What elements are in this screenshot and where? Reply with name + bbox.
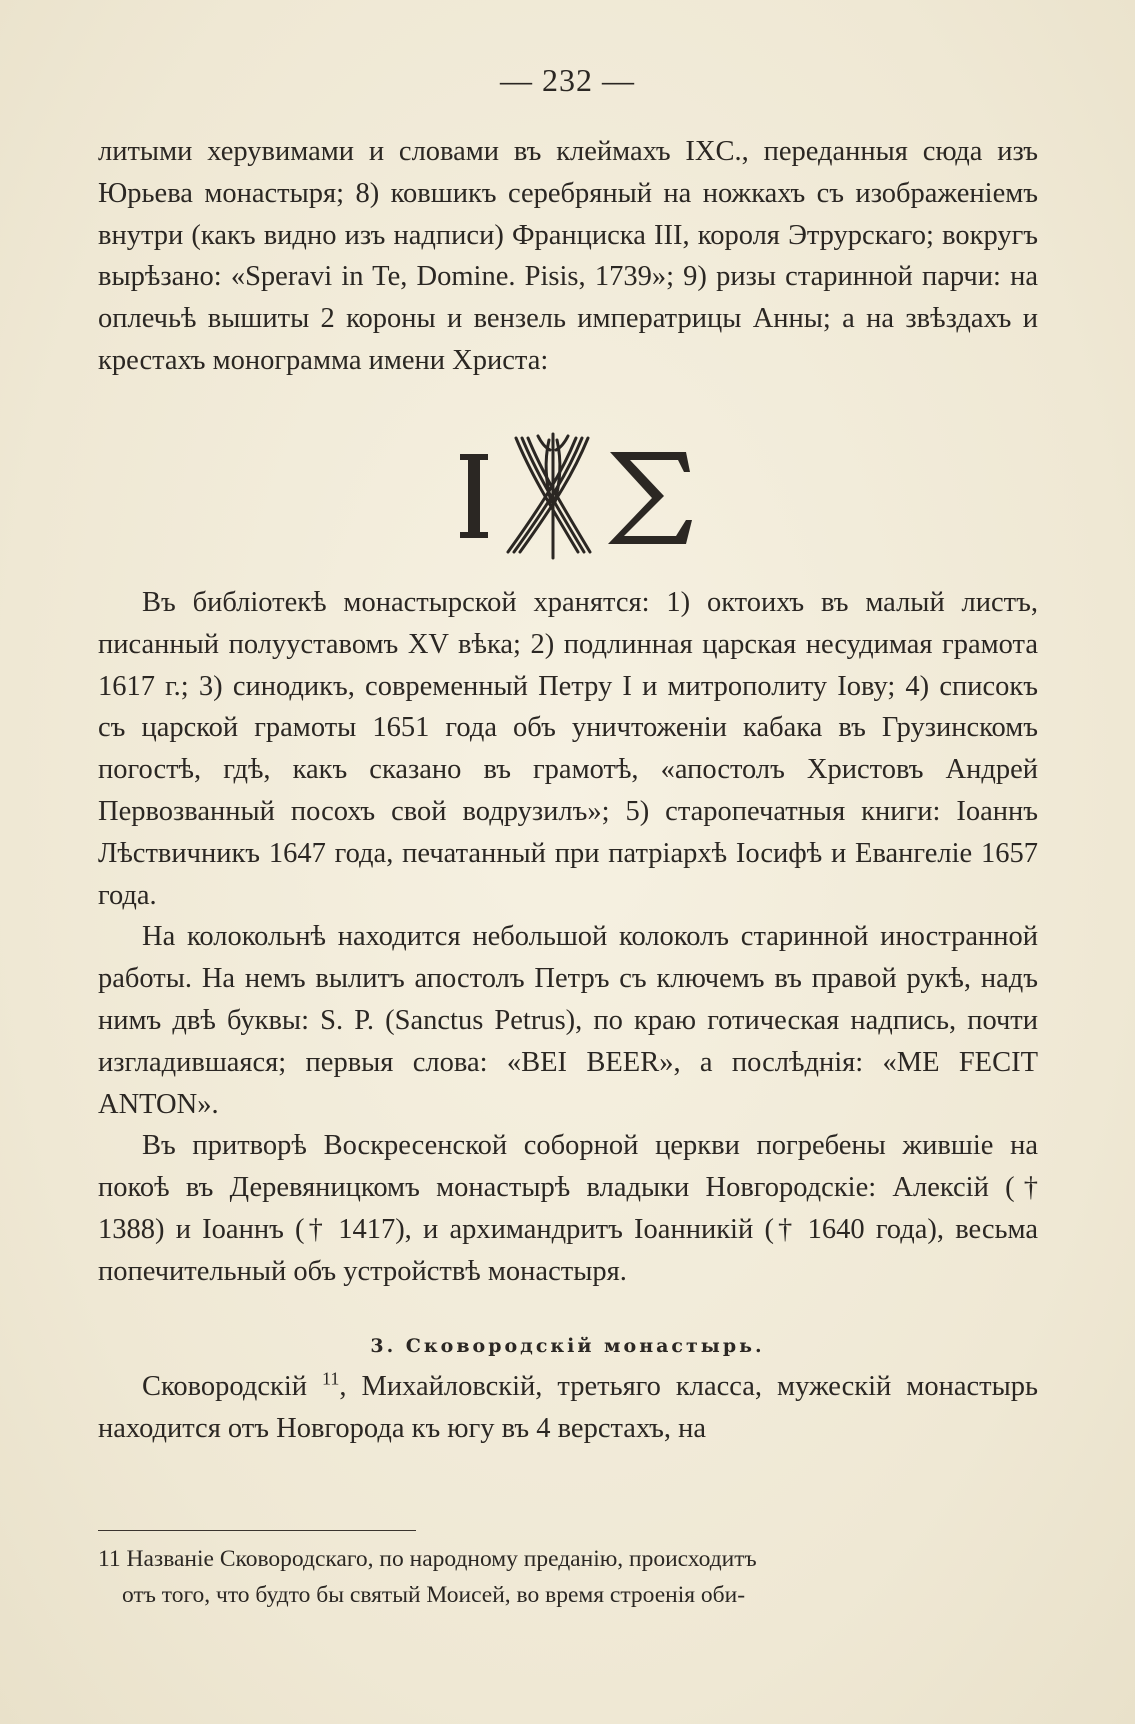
text-block-top	[98, 131, 1038, 382]
footnote-number: 11	[98, 1546, 121, 1572]
christ-monogram-ixs-icon	[0, 432, 1135, 572]
footnote	[98, 1541, 1038, 1613]
paragraph-burials: Въ притворѣ Воскресенской соборной церкви погребены жившіе на покоѣ въ Деревяницкомъ монастырѣ владыки Новгородскіе: Алексій († 1388) и Іоаннъ († 1417), и архимандритъ Іоанникій († 1640 года), весьма попечительный объ устройствѣ монастыря.	[98, 1130, 1038, 1287]
paragraph-bell: На колокольнѣ находится небольшой колоколъ старинной иностранной работы. На немъ вылитъ апостолъ Петръ съ ключемъ въ правой рукѣ, надъ нимъ двѣ буквы: S. P. (Sanctus Petrus), по краю готическая надпись, почти изгладившаяся; первыя слова: «BEI BEER», а послѣднія: «ME FECIT ANTON».	[98, 921, 1038, 1120]
paragraph-skovorodsky	[98, 1366, 1038, 1450]
footnote-reference[interactable]: 11	[322, 1368, 340, 1389]
section-heading: 3. Сковородскій монастырь.	[370, 1335, 765, 1357]
footnote-line-1	[98, 1541, 1038, 1577]
text-block-section	[98, 1366, 1038, 1450]
section-paragraph-start: Сковородскій	[142, 1371, 308, 1402]
page-number: — 232 —	[500, 62, 635, 98]
footnote-text-1: Названіе Сковородскаго, по народному преданію, происходитъ	[126, 1546, 757, 1572]
section-paragraph-rest: , Михайловскій, третьяго класса, мужескій монастырь находится отъ Новгорода къ югу въ 4 верстахъ, на	[98, 1371, 1038, 1444]
paragraph-library: Въ библіотекѣ монастырской хранятся: 1) октоихъ въ малый листъ, писанный полууставомъ XV вѣка; 2) подлинная царская несудимая грамота 1617 г.; 3) синодикъ, современный Петру I и митрополиту Іову; 4) списокъ съ царской грамоты 1651 года объ уничтоженіи кабака въ Грузинскомъ погостѣ, гдѣ, какъ сказано въ грамотѣ, «апостолъ Христовъ Андрей Первозванный посохъ свой водрузилъ»; 5) старопечатныя книги: Іоаннъ Лѣствичникъ 1647 года, печатанный при патріархѣ Іосифѣ и Евангеліе 1657 года.	[98, 587, 1038, 911]
text-block-bottom	[98, 582, 1038, 1293]
footnote-line-2: отъ того, что будто бы святый Моисей, во время строенія оби-	[122, 1582, 746, 1608]
footnote-divider	[98, 1530, 416, 1531]
paragraph-treasures: литыми херувимами и словами въ клеймахъ IXC., переданныя сюда изъ Юрьева монастыря; 8) ковшикъ серебряный на ножкахъ съ изображеніемъ внутри (какъ видно изъ надписи) Франциска III, короля Этрурскаго; вокругъ вырѣзано: «Speravi in Te, Domine. Pisis, 1739»; 9) ризы старинной парчи: на оплечьѣ вышиты 2 короны и вензель императрицы Анны; а на звѣздахъ и крестахъ монограмма имени Христа:	[98, 136, 1038, 376]
